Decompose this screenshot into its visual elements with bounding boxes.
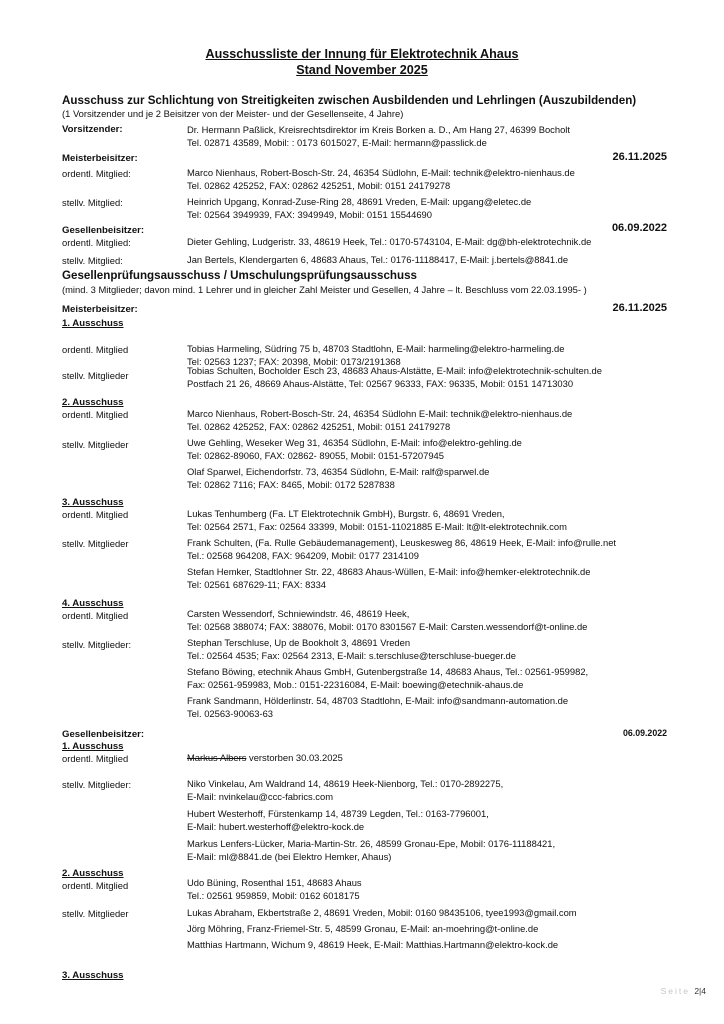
- member-line: Stefano Böwing, etechnik Ahaus GmbH, Gutenbergstraße 14, 48683 Ahaus, Tel.: 02561-959982,: [187, 666, 589, 677]
- member-line: Marco Nienhaus, Robert-Bosch-Str. 24, 46354 Südlohn, E-Mail: technik@elektro-nienhaus.de: [187, 167, 575, 178]
- member-line: Tel.: 02568 964208, FAX: 964209, Mobil: 0177 2314109: [187, 550, 419, 561]
- label-stellv: stellv. Mitglieder:: [62, 639, 132, 650]
- member-line: Carsten Wessendorf, Schniewindstr. 46, 48619 Heek,: [187, 608, 410, 619]
- date-gesellen: 06.09.2022: [622, 728, 667, 738]
- date-gesellen: 06.09.2022: [611, 222, 667, 234]
- date-meister: 26.11.2025: [612, 151, 667, 163]
- label-stellv: stellv. Mitglieder: [62, 908, 129, 919]
- member-line: Postfach 21 26, 48669 Ahaus-Alstätte, Tel: 02567 96333, FAX: 96335, Mobil: 0151 14713030: [187, 378, 574, 389]
- label-stellv: stellv. Mitglieder: [62, 370, 129, 381]
- footer-seite: Seite: [660, 986, 690, 996]
- ausschuss-title: 1. Ausschuss: [62, 741, 124, 752]
- page-footer: [661, 986, 706, 997]
- member-line: Jan Bertels, Klendergarten 6, 48683 Ahaus, Tel.: 0176-11188417, E-Mail: j.bertels@8841.de: [187, 254, 569, 265]
- label-ordentl: ordentl. Mitglied: [62, 753, 129, 764]
- label-stellv: stellv. Mitglied:: [62, 197, 123, 208]
- member-line: Markus Lenfers-Lücker, Maria-Martin-Str. 26, 48599 Gronau-Epe, Mobil: 0176-11188421,: [187, 838, 556, 849]
- member-line: E-Mail: hubert.westerhoff@elektro-kock.de: [187, 821, 365, 832]
- member-line: Frank Sandmann, Hölderlinstr. 54, 48703 Stadtlohn, E-Mail: info@sandmann-automation.de: [187, 695, 569, 706]
- ausschuss-title: 2. Ausschuss: [62, 868, 124, 879]
- section-heading-schlichtung: Ausschuss zur Schlichtung von Streitigkeiten zwischen Ausbildenden und Lehrlingen (Auszubildenden): [62, 94, 637, 107]
- member-line: Stefan Hemker, Stadtlohner Str. 22, 48683 Ahaus-Wüllen, E-Mail: info@hemker-elektrotechnik.de: [187, 566, 591, 577]
- label-ordentl: ordentl. Mitglied: [62, 409, 129, 420]
- vorsitzender-line-1: Dr. Hermann Paßlick, Kreisrechtsdirektor im Kreis Borken a. D., Am Hang 27, 46399 Bocholt: [187, 124, 570, 135]
- label-meisterbeisitzer: Meisterbeisitzer:: [62, 153, 138, 164]
- page-subtitle: Stand November 2025: [296, 63, 428, 77]
- label-stellv: stellv. Mitglieder: [62, 439, 129, 450]
- member-line: Tel: 02564 2571, Fax: 02564 33399, Mobil: 0151-11021885 E-Mail: lt@lt-elektrotechnik.com: [187, 521, 567, 532]
- vorsitzender-line-2: Tel. 02871 43589, Mobil: : 0173 6015027, E-Mail: hermann@passlick.de: [187, 137, 487, 148]
- member-line: Jörg Möhring, Franz-Friemel-Str. 5, 48599 Gronau, E-Mail: an-moehring@t-online.de: [187, 923, 539, 934]
- member-line: Tel.: 02564 4535; Fax: 02564 2313, E-Mail: s.terschluse@terschluse-bueger.de: [187, 650, 516, 661]
- member-line: Tel. 02862 425252, FAX: 02862 425251, Mobil: 0151 24179278: [187, 421, 451, 432]
- member-line: Tel: 02564 3949939, FAX: 3949949, Mobil: 0151 15544690: [187, 209, 432, 220]
- label-ordentl: ordentl. Mitglied:: [62, 168, 131, 179]
- member-line: Tel: 02862 7116; FAX: 8465, Mobil: 0172 5287838: [187, 479, 395, 490]
- section-note: (mind. 3 Mitglieder; davon mind. 1 Lehrer und in gleicher Zahl Meister und Gesellen, 4 Jahre – lt. Beschluss vom 22.03.1995- ): [62, 284, 587, 295]
- member-line: Tel: 02561 687629-11; FAX: 8334: [187, 579, 326, 590]
- member-line: Tobias Schulten, Bocholder Esch 23, 48683 Ahaus-Alstätte, E-Mail: info@elektrotechnik-schulten.de: [187, 365, 602, 376]
- label-stellv: stellv. Mitglied:: [62, 255, 123, 266]
- label-stellv: stellv. Mitglieder:: [62, 779, 132, 790]
- member-line: Tel. 02563-90063-63: [187, 708, 274, 719]
- member-line: E-Mail: nvinkelau@ccc-fabrics.com: [187, 791, 334, 802]
- member-line: Fax: 02561-959983, Mob.: 0151-22316084, E-Mail: boewing@etechnik-ahaus.de: [187, 679, 524, 690]
- member-line: Tel: 02563 1237; FAX: 20398, Mobil: 0173/2191368: [187, 356, 401, 367]
- section-heading-pruefung: Gesellenprüfungsausschuss / Umschulungsprüfungsausschuss: [62, 269, 417, 282]
- member-line: Dieter Gehling, Ludgeristr. 33, 48619 Heek, Tel.: 0170-5743104, E-Mail: dg@bh-elektrotechnik.de: [187, 236, 592, 247]
- label-gesellenbeisitzer: Gesellenbeisitzer:: [62, 225, 145, 236]
- page-number: 2|4: [694, 986, 706, 996]
- member-line: Olaf Sparwel, Eichendorfstr. 73, 46354 Südlohn, E-Mail: ralf@sparwel.de: [187, 466, 490, 477]
- label-stellv: stellv. Mitglieder: [62, 538, 129, 549]
- member-line: Matthias Hartmann, Wichum 9, 48619 Heek, E-Mail: Matthias.Hartmann@elektro-kock.de: [187, 939, 559, 950]
- ausschuss-title: 3. Ausschuss: [62, 970, 124, 981]
- member-line: Marco Nienhaus, Robert-Bosch-Str. 24, 46354 Südlohn E-Mail: technik@elektro-nienhaus.de: [187, 408, 573, 419]
- section-note: (1 Vorsitzender und je 2 Beisitzer von der Meister- und der Gesellenseite, 4 Jahre): [62, 108, 404, 119]
- ausschuss-title: 2. Ausschuss: [62, 397, 124, 408]
- label-ordentl: ordentl. Mitglied: [62, 344, 129, 355]
- label-ordentl: ordentl. Mitglied: [62, 610, 129, 621]
- page-title: Ausschussliste der Innung für Elektrotechnik Ahaus: [205, 47, 519, 61]
- deceased-name: Markus Albers: [187, 752, 247, 763]
- member-line: Tel. 02862 425252, FAX: 02862 425251, Mobil: 0151 24179278: [187, 180, 451, 191]
- ausschuss-title: 3. Ausschuss: [62, 497, 124, 508]
- member-line: E-Mail: ml@8841.de (bei Elektro Hemker, Ahaus): [187, 851, 392, 862]
- member-line: Hubert Westerhoff, Fürstenkamp 14, 48739 Legden, Tel.: 0163-7796001,: [187, 808, 489, 819]
- deceased-note: verstorben 30.03.2025: [249, 752, 343, 763]
- label-ordentl: ordentl. Mitglied: [62, 509, 129, 520]
- member-line: Stephan Terschluse, Up de Bookholt 3, 48691 Vreden: [187, 637, 411, 648]
- member-line: Frank Schulten, (Fa. Rulle Gebäudemanagement), Leuskesweg 86, 48619 Heek, E-Mail: info@rulle.net: [187, 537, 617, 548]
- member-line: Udo Büning, Rosenthal 151, 48683 Ahaus: [187, 877, 362, 888]
- member-line: Lukas Tenhumberg (Fa. LT Elektrotechnik GmbH), Burgstr. 6, 48691 Vreden,: [187, 508, 505, 519]
- date-meister: 26.11.2025: [612, 302, 667, 314]
- member-line: Tel.: 02561 959859, Mobil: 0162 6018175: [187, 890, 360, 901]
- label-ordentl: ordentl. Mitglied: [62, 880, 129, 891]
- member-line: Tobias Harmeling, Südring 75 b, 48703 Stadtlohn, E-Mail: harmeling@elektro-harmeling.de: [187, 343, 565, 354]
- member-line: Tel: 02862-89060, FAX: 02862- 89055, Mobil: 0151-57207945: [187, 450, 444, 461]
- ausschuss-title: 1. Ausschuss: [62, 318, 124, 329]
- member-line: Heinrich Upgang, Konrad-Zuse-Ring 28, 48691 Vreden, E-Mail: upgang@eletec.de: [187, 196, 532, 207]
- ausschuss-title: 4. Ausschuss: [62, 598, 124, 609]
- member-line: Niko Vinkelau, Am Waldrand 14, 48619 Heek-Nienborg, Tel.: 0170-2892275,: [187, 778, 504, 789]
- label-vorsitzender: Vorsitzender:: [62, 124, 123, 135]
- member-line: [187, 752, 343, 765]
- member-line: Tel: 02568 388074; FAX: 388076, Mobil: 0170 8301567 E-Mail: Carsten.wessendorf@t-online.de: [187, 621, 588, 632]
- member-line: Lukas Abraham, Ekbertstraße 2, 48691 Vreden, Mobil: 0160 98435106, tyee1993@gmail.com: [187, 907, 577, 918]
- label-ordentl: ordentl. Mitglied:: [62, 237, 131, 248]
- member-line: Uwe Gehling, Weseker Weg 31, 46354 Südlohn, E-Mail: info@elektro-gehling.de: [187, 437, 522, 448]
- label-meisterbeisitzer: Meisterbeisitzer:: [62, 304, 138, 315]
- label-gesellenbeisitzer: Gesellenbeisitzer:: [62, 729, 145, 740]
